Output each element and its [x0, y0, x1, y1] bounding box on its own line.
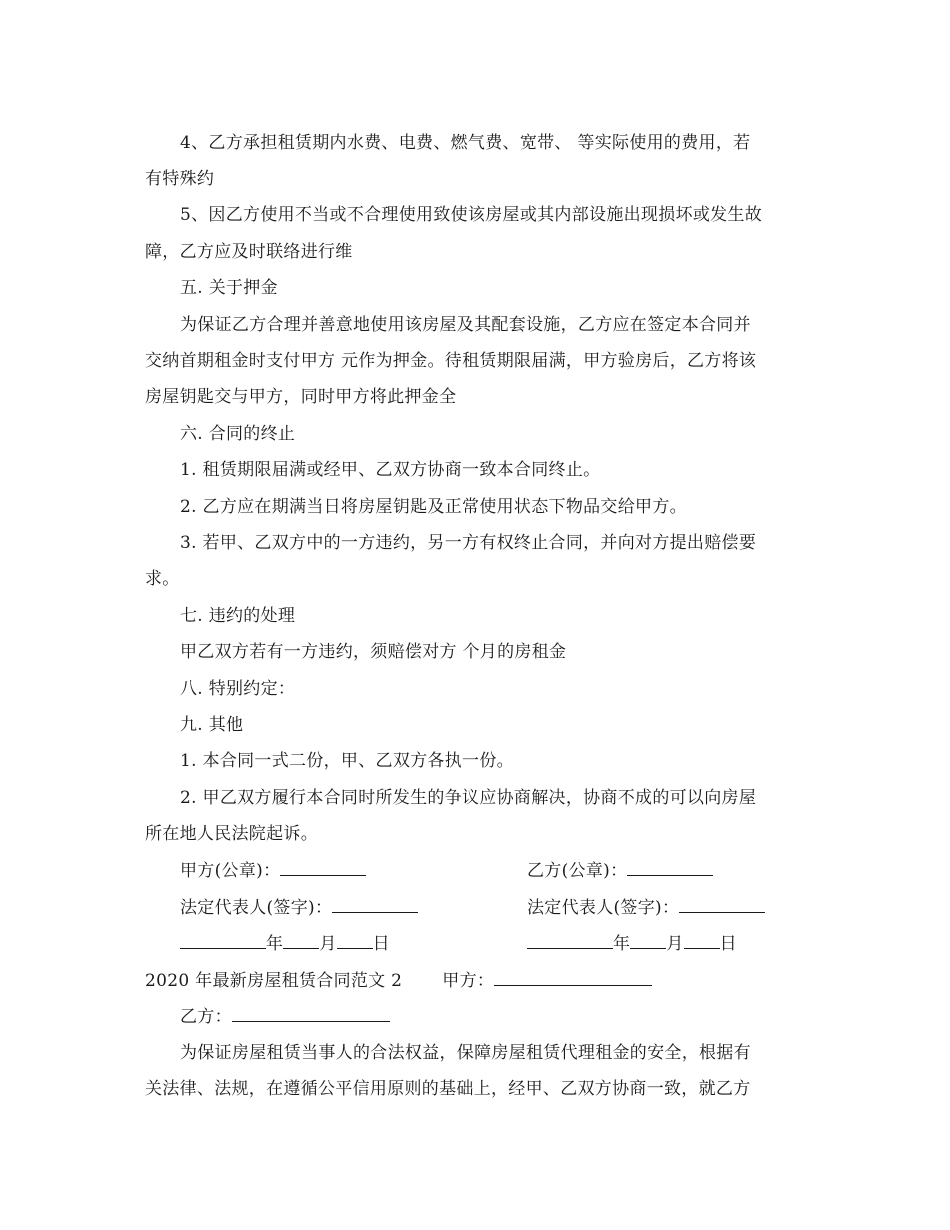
- section-6-item-3-line-2: 求。: [145, 569, 180, 589]
- date-b-row: [527, 932, 737, 955]
- clause-5-line-2: 障，乙方应及时联络进行维: [145, 242, 353, 262]
- contract-2-party-a-label: 甲方：: [442, 971, 495, 991]
- date-a-day-blank[interactable]: [337, 932, 373, 949]
- section-6-heading: 六. 合同的终止: [180, 424, 296, 444]
- date-a-year-label: 年: [266, 934, 284, 954]
- contract-2-intro-line-1: 为保证房屋租赁当事人的合法权益，保障房屋租赁代理租金的安全，根据有: [180, 1043, 751, 1063]
- rep-a-label: 法定代表人(签字)：: [180, 898, 333, 918]
- date-a-month-blank[interactable]: [283, 932, 319, 949]
- section-5-heading: 五. 关于押金: [180, 278, 278, 298]
- clause-5-line-1: 5、因乙方使用不当或不合理使用致使该房屋或其内部设施出现损坏或发生故: [180, 205, 763, 225]
- section-8-heading: 八. 特别约定：: [180, 679, 296, 699]
- date-a-month-label: 月: [319, 934, 337, 954]
- rep-b-row: [527, 896, 765, 919]
- contract-2-party-a-blank[interactable]: [494, 969, 652, 986]
- contract-2-title: 2020 年最新房屋租赁合同范文 2: [145, 971, 403, 991]
- section-6-item-2: 2. 乙方应在期满当日将房屋钥匙及正常使用状态下物品交给甲方。: [180, 497, 687, 517]
- contract-2-intro-line-2: 关法律、法规，在遵循公平信用原则的基础上，经甲、乙双方协商一致，就乙方: [145, 1079, 751, 1099]
- section-7-text: 甲乙双方若有一方违约，须赔偿对方 个月的房租金: [180, 642, 567, 662]
- contract-2-party-b-row: [180, 1005, 390, 1028]
- section-9-item-2-line-2: 所在地人民法院起诉。: [145, 824, 318, 844]
- party-a-seal-label: 甲方(公章)：: [180, 861, 281, 881]
- clause-4-line-2: 有特殊约: [145, 169, 215, 189]
- date-b-year-label: 年: [613, 934, 631, 954]
- section-9-item-2-line-1: 2. 甲乙双方履行本合同时所发生的争议应协商解决，协商不成的可以向房屋: [180, 788, 757, 808]
- section-9-heading: 九. 其他: [180, 715, 244, 735]
- rep-a-blank[interactable]: [332, 896, 418, 913]
- contract-2-title-row: [145, 969, 652, 992]
- section-6-item-3-line-1: 3. 若甲、乙双方中的一方违约，另一方有权终止合同，并向对方提出赔偿要: [180, 533, 757, 553]
- clause-4-line-1: 4、乙方承担租赁期内水费、电费、燃气费、宽带、 等实际使用的费用，若: [180, 133, 751, 153]
- party-b-seal-blank[interactable]: [627, 859, 713, 876]
- section-5-paragraph-line-1: 为保证乙方合理并善意地使用该房屋及其配套设施，乙方应在签定本合同并: [180, 315, 751, 335]
- party-a-seal-row: [180, 859, 366, 882]
- section-6-item-1: 1. 租赁期限届满或经甲、乙双方协商一致本合同终止。: [180, 460, 601, 480]
- date-b-day-label: 日: [719, 934, 737, 954]
- section-9-item-1: 1. 本合同一式二份，甲、乙双方各执一份。: [180, 751, 514, 771]
- rep-b-label: 法定代表人(签字)：: [527, 898, 680, 918]
- date-a-row: [180, 932, 390, 955]
- date-b-month-label: 月: [666, 934, 684, 954]
- party-b-seal-row: [527, 859, 713, 882]
- date-b-day-blank[interactable]: [684, 932, 720, 949]
- contract-2-party-b-blank[interactable]: [232, 1005, 390, 1022]
- date-a-day-label: 日: [372, 934, 390, 954]
- date-b-month-blank[interactable]: [630, 932, 666, 949]
- party-a-seal-blank[interactable]: [280, 859, 366, 876]
- section-5-paragraph-line-3: 房屋钥匙交与甲方，同时甲方将此押金全: [145, 387, 457, 407]
- date-b-year-blank[interactable]: [527, 932, 613, 949]
- section-7-heading: 七. 违约的处理: [180, 606, 296, 626]
- rep-b-blank[interactable]: [679, 896, 765, 913]
- section-5-paragraph-line-2: 交纳首期租金时支付甲方 元作为押金。待租赁期限届满，甲方验房后，乙方将该: [145, 351, 757, 371]
- contract-2-party-b-label: 乙方：: [180, 1007, 232, 1027]
- rep-a-row: [180, 896, 418, 919]
- party-b-seal-label: 乙方(公章)：: [527, 861, 628, 881]
- date-a-year-blank[interactable]: [180, 932, 266, 949]
